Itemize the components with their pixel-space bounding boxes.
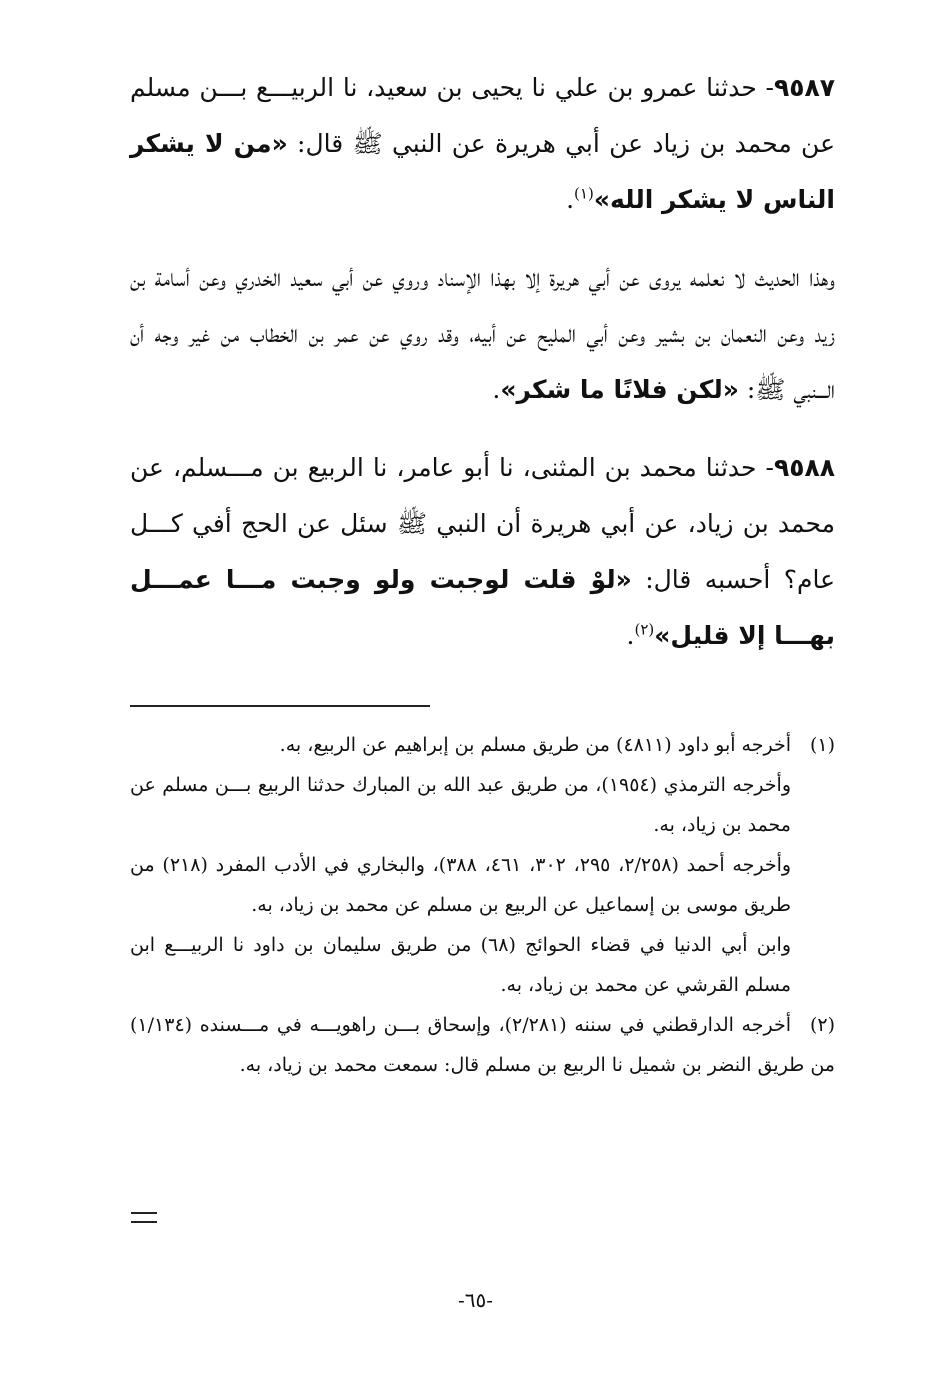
commentary-quote: «لكن فلانًا ما شكر» <box>500 375 739 404</box>
hadith-number: ٩٥٨٧ <box>773 73 835 102</box>
commentary-paragraph <box>130 250 835 418</box>
footnote-ref: (٢) <box>634 620 655 639</box>
hadith-quote: «لوْ قلت لوجبت ولو وجبت مـــا عمـــل بهـــا إلا قليل» <box>130 565 835 650</box>
footnote-text: وأخرجه الترمذي (١٩٥٤)، من طريق عبد الله بن المبارك حدثنا الربيع بـــن مسلم عن محمد بن زياد، به. <box>130 774 791 836</box>
continuation-mark <box>131 1212 157 1223</box>
hadith-number: ٩٥٨٨ <box>773 453 835 482</box>
period: . <box>492 375 501 404</box>
footnote-1-continued <box>130 845 835 925</box>
commentary-text: وهذا الحديث لا نعلمه يروى عن أبي هريرة إلا بهذا الإسناد وروي عن أبي سعيد الخدري وعن أسامة بن زيد وعن النعمان بن بشير وعن أبي المليح عن أبيه، وقد روي عن عمر بن الخطاب من غير وجه أن الـــنبي ﷺ: <box>130 263 835 404</box>
footnote-ref: (١) <box>574 184 594 203</box>
footnote-1-continued <box>130 765 835 845</box>
footnote-text: أخرجه أبو داود (٤٨١١) من طريق مسلم بن إبراهيم عن الربيع، به. <box>279 734 791 756</box>
footnote-1 <box>130 725 835 765</box>
hadith-text: - حدثنا عمرو بن علي نا يحيى بن سعيد، نا الربيـــع بـــن مسلم عن محمد بن زياد عن أبي هريرة عن النبي ﷺ قال: <box>130 73 835 158</box>
footnote-marker: (٢) <box>809 1014 835 1036</box>
main-text <box>130 60 835 686</box>
footnote-text: وأخرجه أحمد (٢/٢٥٨، ٢٩٥، ٣٠٢، ٤٦١، ٣٨٨)، والبخاري في الأدب المفرد (٢١٨) من طريق موسى بن إسماعيل عن الربيع بن مسلم عن محمد بن زياد، به. <box>130 854 792 916</box>
period: . <box>566 185 575 214</box>
hadith-9587 <box>130 60 835 228</box>
footnote-2 <box>130 1005 835 1085</box>
hadith-text: - حدثنا محمد بن المثنى، نا أبو عامر، نا الربيع بن مـــسلم، عن محمد بن زياد، عن أبي هريرة أن النبي ﷺ سئل عن الحج أفي كـــل عام؟ أحسبه قال: <box>130 453 835 594</box>
footnote-separator <box>130 705 430 707</box>
hadith-9588 <box>130 440 835 664</box>
footnote-text: وابن أبي الدنيا في قضاء الحوائج (٦٨) من طريق سليمان بن داود نا الربيـــع ابن مسلم القرشي عن محمد بن زياد، به. <box>130 934 791 996</box>
hadith-quote: «من لا يشكر الناس لا يشكر الله» <box>130 129 835 214</box>
footnotes <box>130 725 835 1085</box>
page-number: -٦٥- <box>457 1288 493 1312</box>
period: . <box>626 621 635 650</box>
footnote-marker: (١) <box>809 734 835 756</box>
footnote-text: أخرجه الدارقطني في سننه (٢/٢٨١)، وإسحاق بـــن راهويـــه في مـــسنده (١/١٣٤) من طريق النضر بن شميل نا الربيع بن مسلم قال: سمعت محمد بن زياد، به. <box>130 1014 835 1076</box>
footnote-1-continued <box>130 925 835 1005</box>
